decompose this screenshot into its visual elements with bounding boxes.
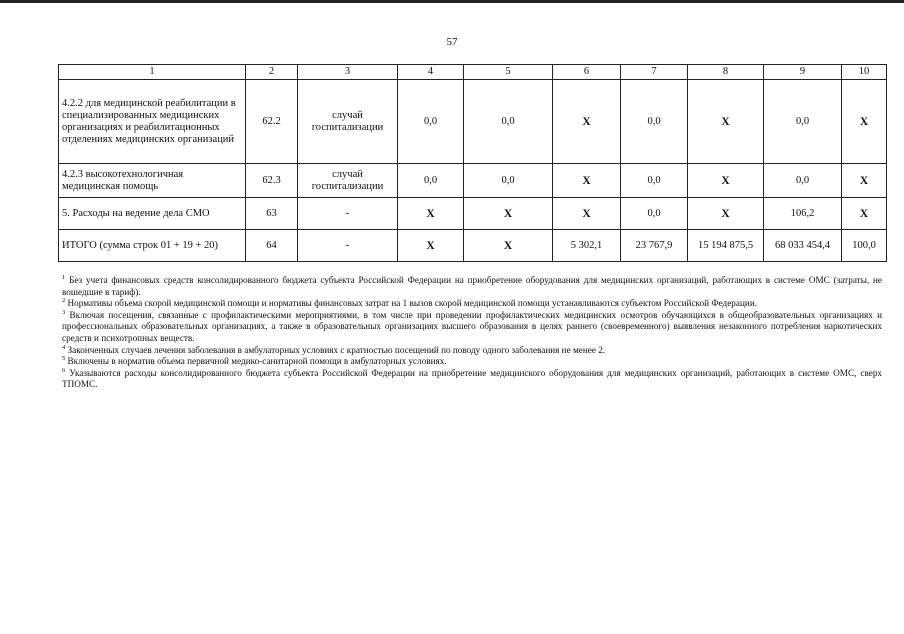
- footnote-text: Законченных случаев лечения заболевания в амбулаторных условиях с кратностью посещений по поводу одного заболевания не менее 2.: [67, 344, 606, 355]
- row-unit: случай госпитализации: [298, 164, 398, 198]
- row-code: 63: [246, 198, 298, 230]
- table-cell: X: [842, 80, 887, 164]
- table-cell: 15 194 875,5: [688, 230, 764, 262]
- table-cell: X: [842, 164, 887, 198]
- header-cell: 9: [764, 65, 842, 80]
- footnote: [62, 275, 882, 298]
- table-cell: X: [464, 230, 553, 262]
- footnote: [62, 368, 882, 391]
- table-cell: X: [688, 164, 764, 198]
- table-cell: X: [688, 80, 764, 164]
- footnote-text: Нормативы объема скорой медицинской помощи и нормативы финансовых затрат на 1 вызов скорой медицинской помощи устанавливаются субъектом Российской Федерации.: [67, 298, 758, 309]
- row-label: 4.2.2 для медицинской реабилитации в специализированных медицинских организациях и реабилитационных отделениях медицинских организаций: [59, 80, 246, 164]
- footnote-mark: 1: [62, 273, 66, 281]
- table-cell: X: [464, 198, 553, 230]
- table-row: [59, 230, 887, 262]
- header-cell: 5: [464, 65, 553, 80]
- page-top-border: [0, 0, 904, 3]
- row-code: 62.3: [246, 164, 298, 198]
- footnote-mark: 3: [62, 308, 66, 316]
- footnote: [62, 345, 882, 357]
- footnote-mark: 4: [62, 343, 66, 351]
- footnote: [62, 298, 882, 310]
- table-cell: X: [842, 198, 887, 230]
- table-row: [59, 164, 887, 198]
- table-cell: 0,0: [621, 164, 688, 198]
- header-cell: 2: [246, 65, 298, 80]
- row-unit: -: [298, 198, 398, 230]
- table-cell: X: [398, 230, 464, 262]
- footnote: [62, 310, 882, 345]
- table-cell: 23 767,9: [621, 230, 688, 262]
- table-cell: 68 033 454,4: [764, 230, 842, 262]
- footnote: [62, 356, 882, 368]
- header-cell: 7: [621, 65, 688, 80]
- page-number: 57: [446, 36, 458, 48]
- row-label: ИТОГО (сумма строк 01 + 19 + 20): [59, 230, 246, 262]
- header-cell: 10: [842, 65, 887, 80]
- table-cell: X: [553, 198, 621, 230]
- row-code: 62.2: [246, 80, 298, 164]
- table-cell: 106,2: [764, 198, 842, 230]
- header-cell: 4: [398, 65, 464, 80]
- table-cell: 0,0: [464, 80, 553, 164]
- table-header-row: [59, 65, 887, 80]
- footnote-text: Указываются расходы консолидированного бюджета субъекта Российской Федерации на приобретение медицинского оборудования для медицинских организаций, работающих в системе ОМС, сверх ТПОМС.: [62, 367, 883, 390]
- table-cell: 100,0: [842, 230, 887, 262]
- table-cell: 0,0: [398, 164, 464, 198]
- header-cell: 8: [688, 65, 764, 80]
- footnote-mark: 5: [62, 355, 66, 363]
- footnotes: [62, 275, 882, 391]
- table-cell: 0,0: [398, 80, 464, 164]
- table-cell: 5 302,1: [553, 230, 621, 262]
- table-cell: X: [398, 198, 464, 230]
- table-cell: X: [553, 80, 621, 164]
- row-label: 5. Расходы на ведение дела СМО: [59, 198, 246, 230]
- footnote-text: Включая посещения, связанные с профилактическими мероприятиями, в том числе при проведении профилактических медицинских осмотров обучающихся в общеобразовательных организациях и профессиональных образовательных организациях, а также в образовательных организациях высшего образования в целях раннего (своевременного) выявления незаконного потребления наркотических средств и психотропных веществ.: [62, 309, 882, 343]
- row-label: 4.2.3 высокотехнологичная медицинская помощь: [59, 164, 246, 198]
- row-unit: случай госпитализации: [298, 80, 398, 164]
- table-cell: 0,0: [764, 80, 842, 164]
- header-cell: 3: [298, 65, 398, 80]
- footnote-text: Без учета финансовых средств консолидированного бюджета субъекта Российской Федерации на приобретение оборудования для медицинских организаций, работающих в системе ОМС (затраты, не вошедшие в тариф).: [62, 275, 882, 297]
- header-cell: 6: [553, 65, 621, 80]
- table-cell: 0,0: [764, 164, 842, 198]
- row-unit: -: [298, 230, 398, 262]
- table-cell: 0,0: [464, 164, 553, 198]
- footnote-mark: 6: [62, 366, 66, 374]
- footnote-mark: 2: [62, 297, 66, 305]
- table-cell: X: [688, 198, 764, 230]
- header-cell: 1: [59, 65, 246, 80]
- table-row: [59, 80, 887, 164]
- table-cell: 0,0: [621, 80, 688, 164]
- data-table: [58, 64, 887, 262]
- table-row: [59, 198, 887, 230]
- footnote-text: Включены в норматив объема первичной медико-санитарной помощи в амбулаторных условиях.: [67, 356, 447, 367]
- row-code: 64: [246, 230, 298, 262]
- table-cell: X: [553, 164, 621, 198]
- table-cell: 0,0: [621, 198, 688, 230]
